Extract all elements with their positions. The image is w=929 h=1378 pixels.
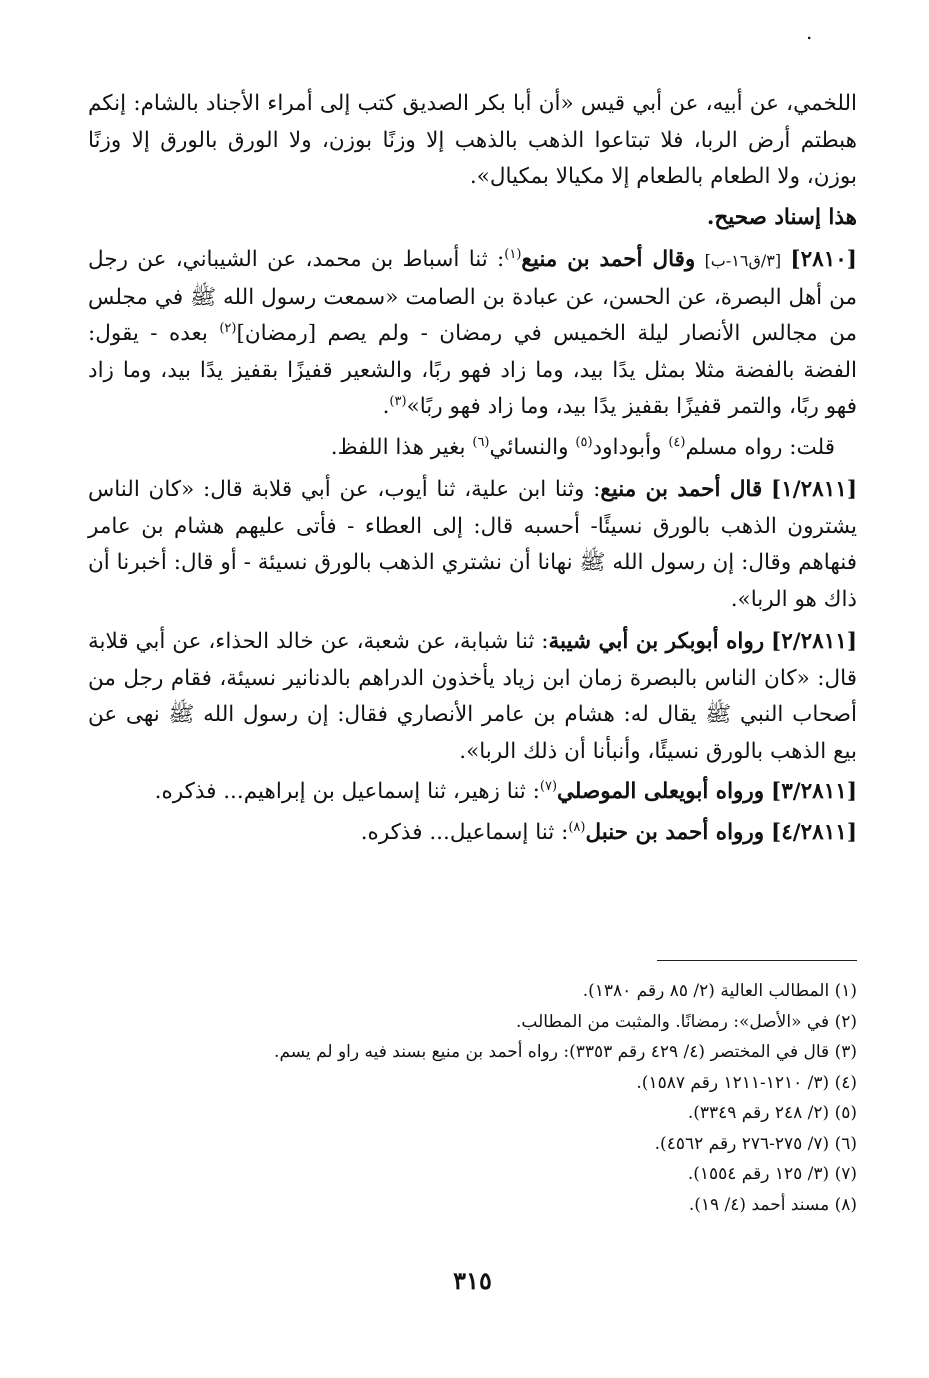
footnote-item: (٣) قال في المختصر (٤/ ٤٢٩ رقم ٣٣٥٣): رواه أحمد بن منيع بسند فيه راو لم يسم.: [274, 1042, 857, 1062]
hadith-text: : ثنا شبابة، عن شعبة، عن خالد الحذاء، عن أبي قلابة قال: «كان الناس بالبصرة زمان ابن زياد يأخذون الدراهم بالدنانير نسيئة، فقام رجل من أصحاب النبي ﷺ يقال له: هشام بن عامر الأنصاري فقال: إن رسول الله ﷺ نهى عن بيع الذهب بالورق نسيئًا، وأنبأنا أن ذلك الربا».: [88, 629, 857, 764]
isnad-verdict: هذا إسناد صحيح.: [706, 204, 857, 230]
hadith-2811-3: [88, 774, 857, 811]
hadith-text: : ثنا أسباط بن محمد، عن الشيباني، عن رجل من أهل البصرة، عن الحسن، عن عبادة بن الصامت «سمعت رسول الله ﷺ في مجلس من مجالس الأنصار ليلة الخميس في رمضان - ولم يصم [رمضان]: [88, 247, 857, 346]
footnote-ref: (٢): [219, 320, 237, 336]
narrator-lead: قال أحمد بن منيع: [600, 477, 763, 502]
hadith-text: بعده - يقول: الفضة بالفضة مثلا بمثل يدًا بيد، وما زاد فهو ربًا، والشعير قفيزًا بقفيز يدًا بيد، وما زاد فهو ربًا، والتمر قفيزًا بقفيز يدًا بيد، وما زاد فهو ربًا»: [88, 321, 857, 419]
hadith-text: : وثنا ابن علية، ثنا أيوب، عن أبي قلابة قال: «كان الناس يشترون الذهب بالورق نسيئًا- أحسبه قال: إلى العطاء - فأتى عليهم هشام بن عامر فنهاهم وقال: إن رسول الله ﷺ نهانا أن نشتري الذهب بالورق نسيئة - أو قال: أخبرنا أن ذاك هو الربا».: [88, 477, 857, 612]
comment-text: بغير هذا اللفظ.: [330, 434, 473, 460]
comment-text: وأبوداود: [592, 434, 669, 460]
footnote-ref: (٣): [389, 393, 407, 409]
hadith-number: [٢٨١٠]: [790, 247, 857, 272]
comment-text: والنسائي: [489, 434, 576, 460]
footnote-item: (٥) (٢/ ٢٤٨ رقم ٣٣٤٩).: [687, 1103, 857, 1123]
footnote-item: (١) المطالب العالية (٢/ ٨٥ رقم ١٣٨٠).: [582, 981, 857, 1001]
hadith-text: : ثنا إسماعيل... فذكره.: [360, 819, 569, 845]
page-number: ٣١٥: [453, 1266, 492, 1295]
hadith-2811-2: [88, 624, 857, 770]
footnote-ref: (٦): [472, 434, 490, 450]
main-text: [88, 86, 857, 851]
footnote-item: (٦) (٧/ ٢٧٥-٢٧٦ رقم ٤٥٦٢).: [654, 1133, 857, 1154]
footnote-ref: (١): [504, 246, 522, 262]
comment-text: قلت: رواه مسلم: [685, 434, 835, 460]
hadith-number: [٤/٢٨١١]: [771, 819, 857, 845]
author-comment: [88, 430, 857, 467]
hadith-2811-4: [88, 815, 857, 852]
hadith-2810: [88, 242, 857, 426]
hadith-number: [٢/٢٨١١]: [771, 629, 857, 654]
hadith-2811-1: [88, 472, 857, 618]
footnote-divider: [657, 960, 857, 961]
hadith-text-end: .: [382, 394, 390, 419]
footnote-item: (٨) مسند أحمد (٤/ ١٩).: [688, 1194, 857, 1215]
narrator-lead: رواه أبوبكر بن أبي شيبة: [548, 629, 765, 654]
footnotes: [88, 976, 857, 1220]
hadith-number: [٣/٢٨١١]: [771, 779, 857, 804]
footnote-item: (٢) في «الأصل»: رمضانًا. والمثبت من المطالب.: [515, 1011, 857, 1032]
book-page: [88, 0, 857, 1378]
narrator-lead: ورواه أبويعلى الموصلي: [557, 779, 765, 804]
narrator-lead: وقال أحمد بن منيع: [521, 247, 696, 272]
narrator-lead: ورواه أحمد بن حنبل: [585, 819, 765, 845]
manuscript-ref: [٣/ق١٦-ب]: [704, 251, 782, 270]
hadith-number: [١/٢٨١١]: [771, 477, 858, 502]
footnote-item: (٧) (٣/ ١٢٥ رقم ١٥٥٤).: [687, 1164, 857, 1184]
hadith-text: : ثنا زهير، ثنا إسماعيل بن إبراهيم... فذكره.: [154, 779, 540, 804]
top-mark: .: [806, 20, 813, 44]
footnote-ref: (٤): [668, 434, 686, 450]
footnote-ref: (٧): [539, 778, 558, 794]
paragraph-continuation: اللخمي، عن أبيه، عن أبي قيس «أن أبا بكر الصديق كتب إلى أمراء الأجناد بالشام: إنكم هبطتم أرض الربا، فلا تبتاعوا الذهب بالذهب إلا وزنًا بوزن، ولا الورق بالورق إلا وزنًا بوزن، ولا الطعام بالطعام إلا مكيالا بمكيال».: [88, 91, 857, 189]
footnote-item: (٤) (٣/ ١٢١٠-١٢١١ رقم ١٥٨٧).: [636, 1072, 857, 1093]
footnote-ref: (٥): [575, 434, 593, 450]
footnote-ref: (٨): [568, 819, 586, 835]
